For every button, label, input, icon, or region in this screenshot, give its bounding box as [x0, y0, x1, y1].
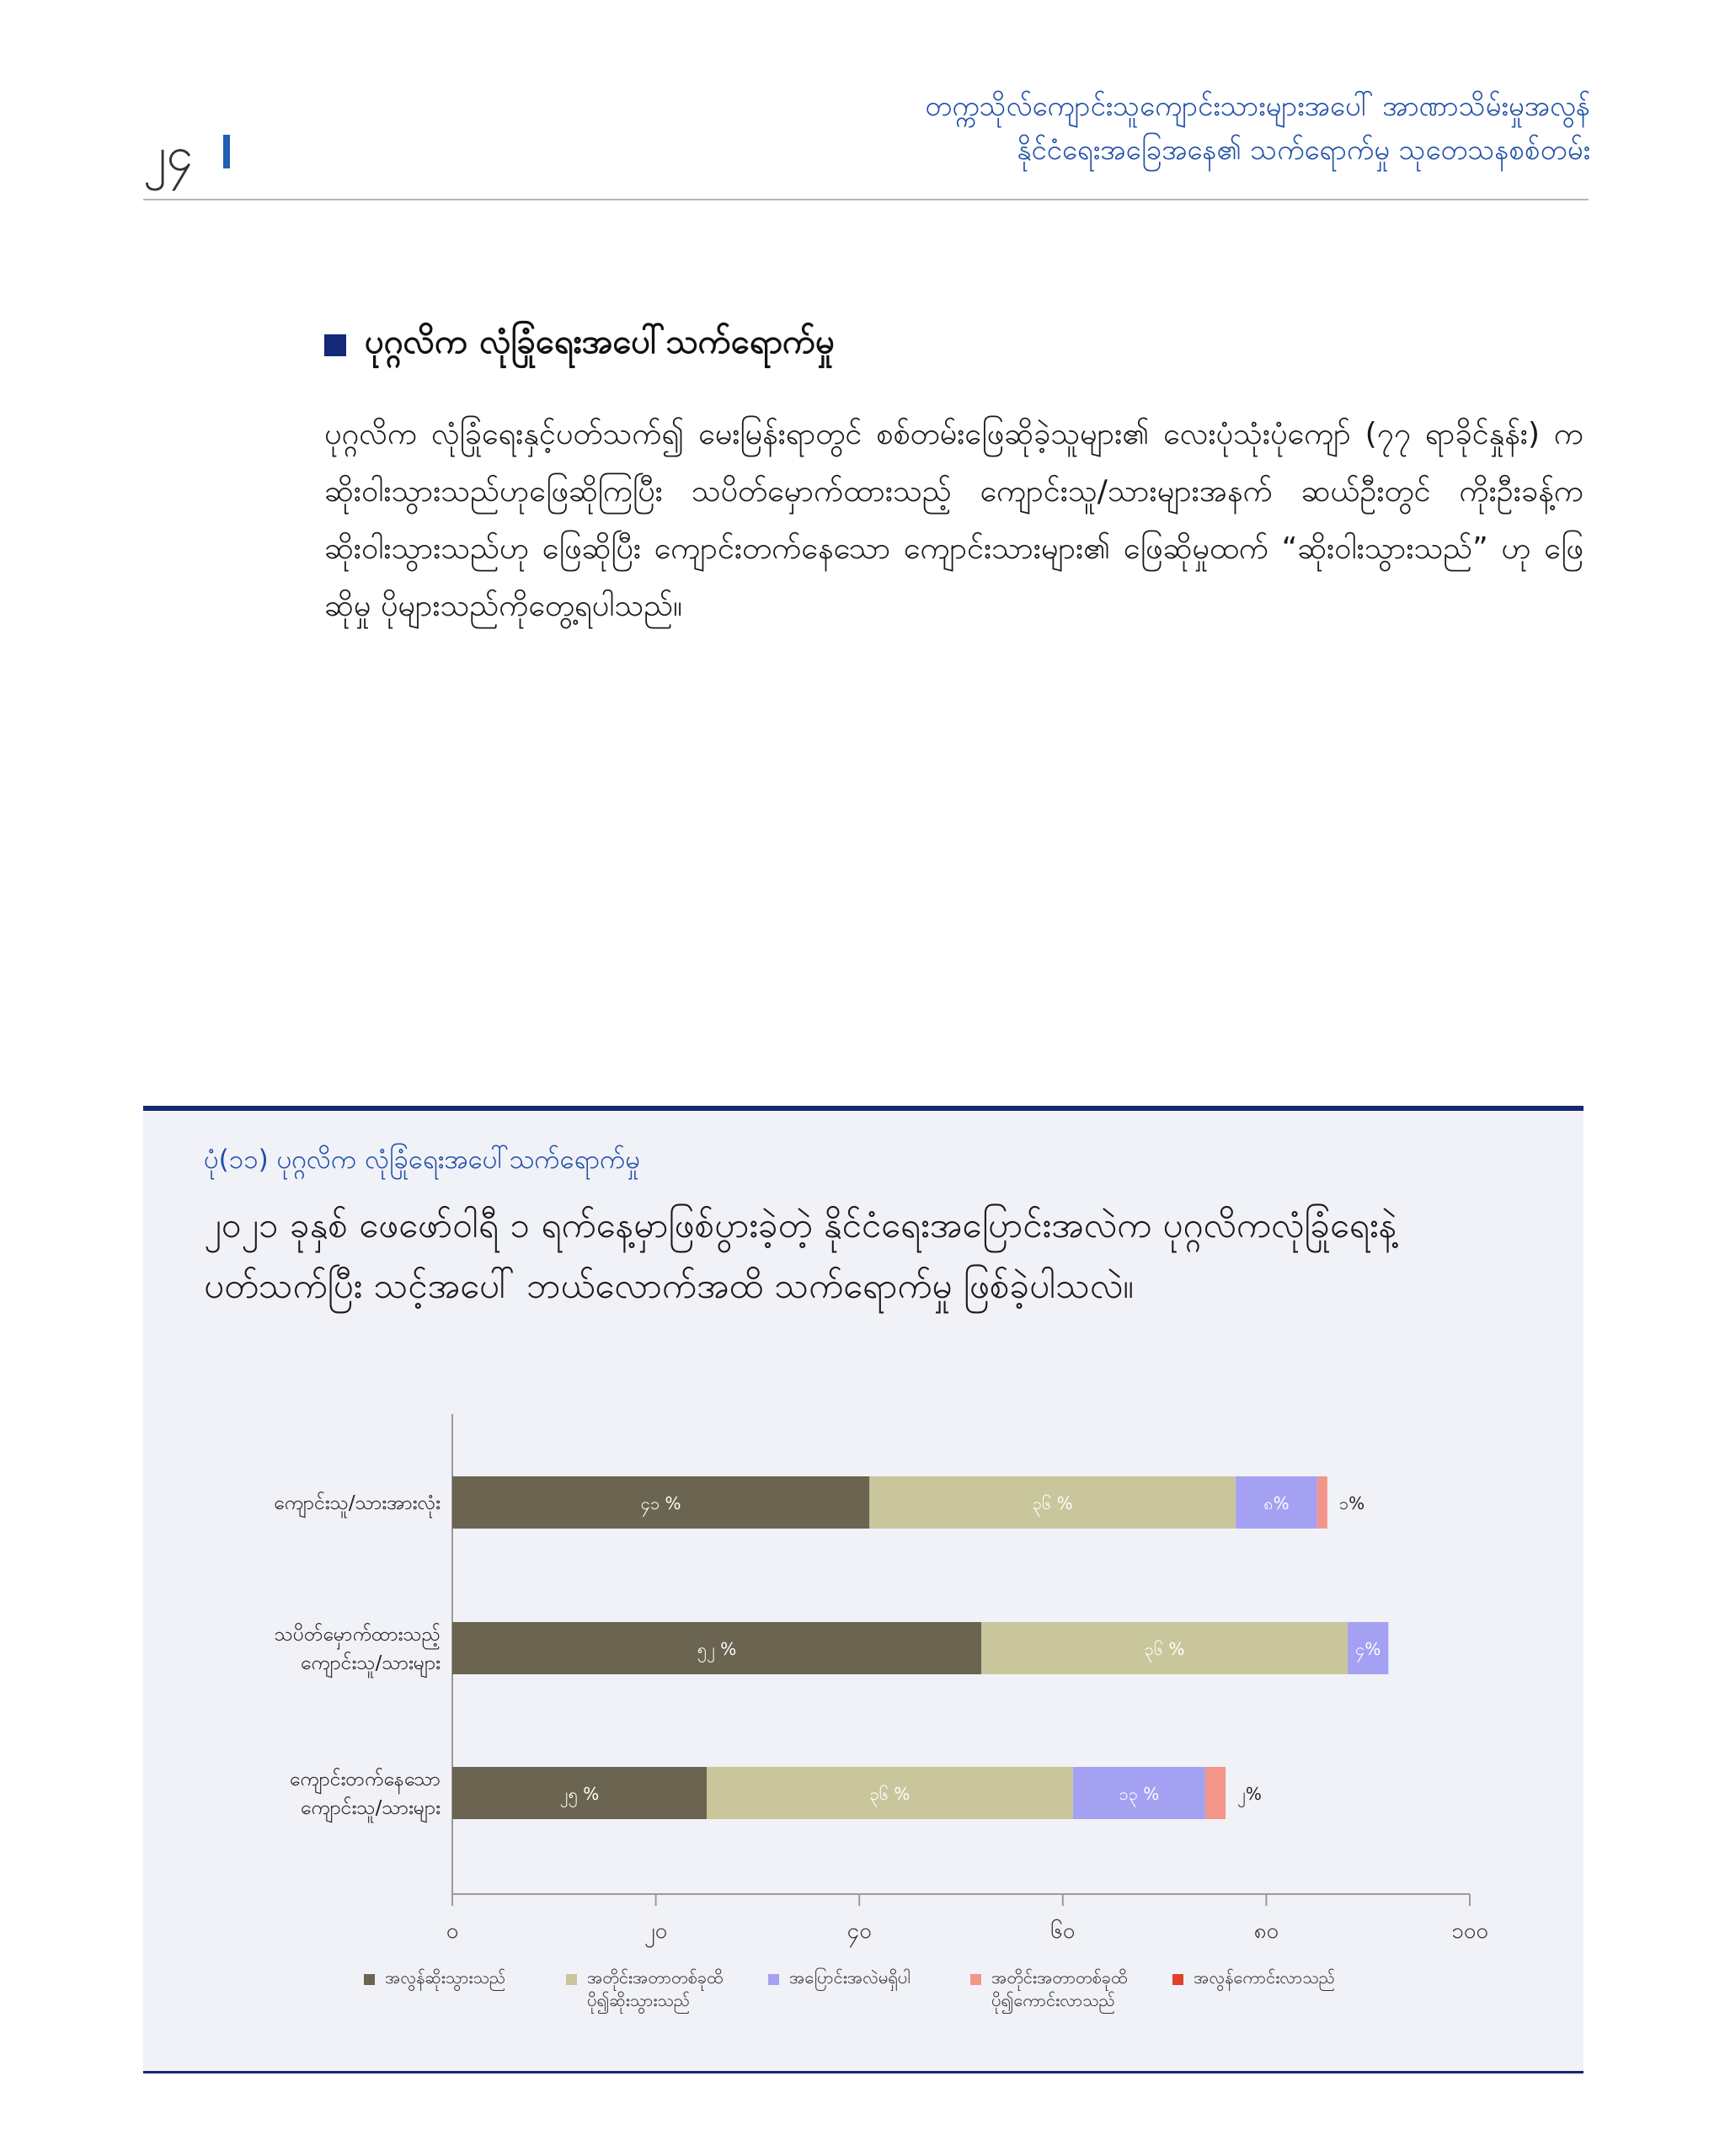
- bar-segment: [1317, 1476, 1327, 1529]
- x-tick-label: ၂၀: [644, 1919, 668, 1944]
- legend-label: အတိုင်းအတာတစ်ခုထိ ပို၍ကောင်းလာသည်: [991, 1967, 1128, 2010]
- bar-data-label: ၄၁ %: [640, 1493, 681, 1513]
- legend-item: [1172, 1967, 1341, 1989]
- section-heading: [324, 320, 835, 370]
- stacked-bar-chart: [143, 1111, 1583, 1953]
- header-title: [664, 84, 1590, 172]
- chart-legend: [364, 1967, 1341, 2012]
- legend-item: [970, 1967, 1139, 2012]
- category-label: ကျောင်းသူ/သားများ: [300, 1652, 441, 1674]
- legend-swatch: [970, 1974, 981, 1985]
- bar-data-label: ၅၂ %: [697, 1639, 737, 1659]
- x-tick-label: ၈၀: [1253, 1919, 1279, 1944]
- bar-data-label: ၈%: [1263, 1493, 1290, 1513]
- figure-panel: [143, 1106, 1583, 2073]
- legend-label: အတိုင်းအတာတစ်ခုထိ ပို၍ဆိုးသွားသည်: [587, 1967, 724, 2010]
- x-tick-label: ၆၀: [1050, 1919, 1076, 1944]
- legend-item: [364, 1967, 532, 1989]
- header-title-line-1: တက္ကသိုလ်ကျောင်းသူကျောင်းသားများအပေါ် အာဏာသိမ်းမှုအလွန်: [925, 89, 1590, 122]
- header-divider: [143, 199, 1589, 200]
- section-body-text: ပုဂ္ဂလိက လုံခြုံရေးနှင့်ပတ်သက်၍ မေးမြန်းရာတွင် စစ်တမ်းဖြေဆိုခဲ့သူများ၏ လေးပုံသုံးပုံကျော် (၇၇ ရာခိုင်နှုန်း) က ဆိုးဝါးသွားသည်ဟုဖြေဆိုကြပြီး သပိတ်မှောက်ထားသည့် ကျောင်းသူ/သားများအနက် ဆယ်ဦးတွင် ကိုးဦးခန့်က ဆိုးဝါးသွားသည်ဟု ဖြေဆိုပြီး ကျောင်းတက်နေသော ကျောင်းသားများ၏ ဖြေဆိုမှုထက် “ဆိုးဝါးသွားသည်” ဟု ဖြေဆိုမှု ပိုများသည်ကိုတွေ့ရပါသည်။: [324, 417, 1583, 623]
- legend-label: အပြောင်းအလဲမရှိပါ: [789, 1967, 911, 1988]
- header-title-line-2: နိုင်ငံရေးအခြေအနေ၏ သက်ရောက်မှု သုတေသနစစ်တမ်း: [1017, 133, 1590, 166]
- category-label: ကျောင်းသူ/သားအားလုံး: [273, 1492, 441, 1514]
- category-label: ကျောင်းတက်နေသော: [289, 1769, 441, 1790]
- bar-outside-label: ၁%: [1338, 1493, 1365, 1513]
- x-tick-label: ၀: [446, 1919, 459, 1944]
- figure-label: ပုံ(၁၁) ပုဂ္ဂလိက လုံခြုံရေးအပေါ်သက်ရောက်မှု: [204, 1145, 641, 1175]
- bar-data-label: ၄%: [1355, 1639, 1381, 1659]
- section-heading-text: ပုဂ္ဂလိက လုံခြုံရေးအပေါ်သက်ရောက်မှု: [365, 323, 836, 361]
- bar-segment: [1205, 1767, 1226, 1819]
- legend-label: အလွန်ကောင်းလာသည်: [1194, 1967, 1335, 1988]
- category-label: ကျောင်းသူ/သားများ: [300, 1797, 441, 1819]
- legend-swatch: [1172, 1974, 1183, 1985]
- bar-outside-label: ၂%: [1237, 1784, 1262, 1804]
- bar-data-label: ၁၃ %: [1119, 1784, 1160, 1804]
- x-tick-label: ၁၀၀: [1451, 1919, 1488, 1944]
- bar-data-label: ၃၆ %: [869, 1784, 911, 1804]
- bar-data-label: ၂၅ %: [559, 1784, 600, 1804]
- page-number-bar: [223, 135, 230, 168]
- x-tick-label: ၄၀: [846, 1919, 872, 1944]
- category-label: သပိတ်မှောက်ထားသည့်: [274, 1624, 441, 1646]
- bar-data-label: ၃၆ %: [1032, 1493, 1073, 1513]
- legend-swatch: [768, 1974, 779, 1985]
- legend-label: အလွန်ဆိုးသွားသည်: [385, 1967, 506, 1988]
- bar-data-label: ၃၆ %: [1144, 1639, 1185, 1659]
- legend-swatch: [566, 1974, 577, 1985]
- legend-swatch: [364, 1974, 375, 1985]
- page-number: ၂၄: [143, 127, 194, 182]
- legend-item: [566, 1967, 734, 2012]
- figure-question: ၂၀၂၁ ခုနှစ် ဖေဖော်ဝါရီ ၁ ရက်နေ့မှာဖြစ်ပွားခဲ့တဲ့ နိုင်ငံရေးအပြောင်းအလဲက ပုဂ္ဂလိကလုံခြုံရေးနဲ့ ပတ်သက်ပြီး သင့်အပေါ် ဘယ်လောက်အထိ သက်ရောက်မှု ဖြစ်ခဲ့ပါသလဲ။: [204, 1204, 1397, 1306]
- section-square-icon: [324, 334, 346, 356]
- legend-item: [768, 1967, 937, 1989]
